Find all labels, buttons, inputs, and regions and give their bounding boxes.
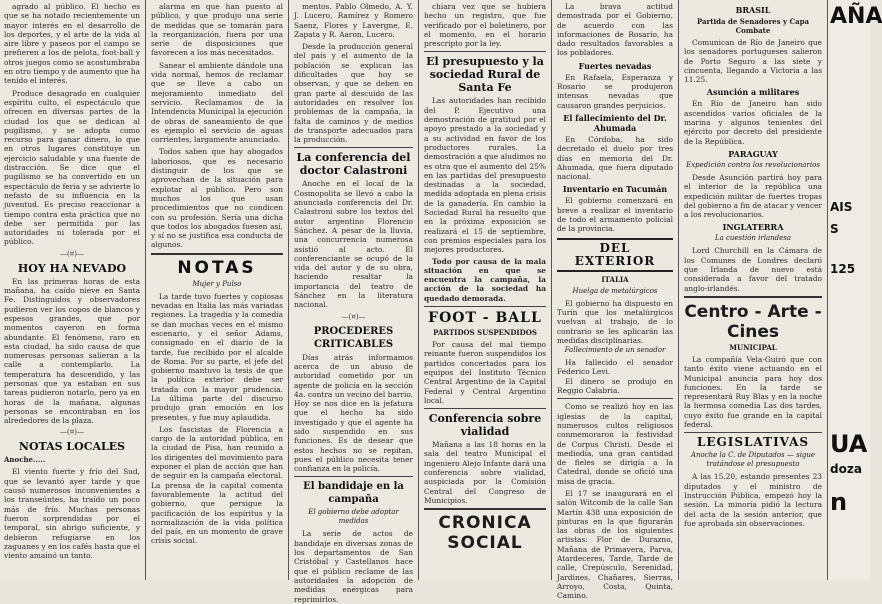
article-text: Como se realizó hoy en las iglesias de la capital, numerosos cultos religiosos conmemoraron la festividad de Corpus Christi. Desde el mediodía, una gran cantidad de fieles se dirigía a la Catedral, donde se ofició una misa de gracia. xyxy=(557,402,673,486)
column-6 xyxy=(680,0,826,580)
subheading: Huelga de metalúrgicos xyxy=(572,286,658,295)
strip-text: UA xyxy=(830,430,868,458)
article-text: Los fascistas de Florencia a cargo de la autoridad pública, en la ciudad de Pisa, han reunido a los dirigentes del movimiento para exponer el plan de acción que han de seguir en la campaña electoral. La prensa de la capital comenta favorablemente la actitud del gobierno, que persigue la pacificación de los espíritus y la normalización de la vida política del país, en un momento de grave crisis social. xyxy=(151,424,283,546)
subheading-italia: ITALIA xyxy=(601,274,629,284)
article-text: Comunican de Río de Janeiro que los senadores portugueses salieron de Porto Seguro a las siete y cincuenta, llegando a Victoria a las 11.25. xyxy=(684,38,822,85)
article-text: La serie de actos de bandidaje en diversas zonas de los departamentos de San Cristóbal y Castellanos hace que el público reclame de las autoridades la adopción de medidas enérgicas para reprimirlos. xyxy=(294,529,413,604)
article-text: Las autoridades han recibido del P. Ejecutivo una demostración de gratitud por el apoyo prestado a la sociedad y a su actividad en favor de los productores rurales. La demostración a que aludimos no es otra que el aumento del 25% en las partidas del presupuesto destinadas a la sociedad, medida adoptada en plena crisis de la ganadería. En cambio la Sociedad Rural ha resuelto que en la próxima exposición se realizará el 15 de septiembre, con premios especiales para los mejores productores. xyxy=(424,96,546,255)
article-text: chiara vez que se hubiera hecho un registro, que fue verificado por el boletinero, por el momento, en el horario prescripto por la ley. xyxy=(424,2,546,49)
article-text: La tarde tuvo fuertes y copiosas nevadas en Italia las más variadas regiones. La tragedia y la comedia se dan muchas veces en el mismo escenario, y el señor Adams, consignado en el diario de la tarde, fue recibido por el alcalde de Roma. Por su parte, el jefe del gobierno mantuvo la tesis de que la política exterior debe ser tratada con la mayor prudencia. La última parte del discurso produjo gran emoción en los presentes, y fue muy aplaudida. xyxy=(151,291,283,422)
article-text: agrado al público. El hecho es que se ha notado recientemente un mayor interés en el desarrollo de los deportes, y el arte de la vida al aire libre y paseos por el campo se prefieren a los de pelota, foot-ball y otros juegos como se acostumbraba en otro tiempo y de aumento que ha tenido el interés. xyxy=(4,2,140,86)
article-text: El viento fuerte y frío del Sud, que se levantó ayer tarde y que causó numerosos inconvenientes a los transeúntes, ha traído un poco más de frío. Muchas personas fueron sorprendidas por el temporal, sin abrigo suficiente, y debieron refugiarse en los zaguanes y en los cafés hasta que el viento amainó un tanto. xyxy=(4,467,140,561)
separator: —(¤)— xyxy=(341,312,366,321)
article-text: El gobierno comenzará en breve a realizar el inventario de todo el armamento policial de la provincia. xyxy=(557,196,673,234)
strip-text: doza xyxy=(830,462,862,476)
headline-brasil: BRASIL xyxy=(735,5,771,15)
article-text: Anoche en el local de la Cosmopolita se llevó a cabo la anunciada conferencia del Dr. Calastroni sobre los textos del autor argentino Florencio Sánchez. A pesar de la lluvia, una concurrencia numerosa asistió al acto. El conferenciante se ocupó de la vida del autor y de su obra, haciendo resaltar la importancia del teatro de Sánchez en la literatura nacional. xyxy=(294,179,413,310)
divider xyxy=(424,306,546,307)
strip-text: 125 xyxy=(830,262,856,276)
divider xyxy=(557,398,673,399)
headline-cronica-social: CRONICA SOCIAL xyxy=(438,513,532,554)
article-text: alarma en que han puesto al público, y que produjo una serie de medidas que se tomarán para la reorganización, fuera por una serie de disposiciones que favorecen a los más necesitados. xyxy=(151,2,283,58)
subheading: Expedición contra los revolucionarios xyxy=(686,160,820,169)
headline-inglaterra: INGLATERRA xyxy=(722,222,784,233)
headline-hoy-ha-nevado: HOY HA NEVADO xyxy=(17,261,127,275)
separator: —(¤)— xyxy=(60,249,84,258)
subheading: Mujer y Pulso xyxy=(192,279,242,288)
article-text: Ha fallecido el senador Federico Levi. xyxy=(557,358,673,377)
column-rule xyxy=(418,0,419,580)
subheading-municipal: MUNICIPAL xyxy=(729,342,777,352)
article-text: Sanear el ambiente dándole una vida normal, hemos de reclamar que se lleve a cabo un mejoramiento inmediato del servicio. Reclamamos de la Intendencia Municipal la ejecución de obras de saneamiento de que es ejemplo el servicio de aguas corrientes, largamente anunciado. xyxy=(151,60,283,145)
subheading: La cuestión irlandesa xyxy=(714,234,792,243)
article-text: El gobierno ha dispuesto en Turín que los metalúrgicos vuelvan al trabajo, de lo contrario se les aplicarán las medidas disciplinarias. xyxy=(557,298,673,345)
subheading: Fallecimiento de un senador xyxy=(564,346,666,355)
strip-text: n xyxy=(830,488,848,516)
strip-text: AIS xyxy=(830,200,853,214)
divider xyxy=(424,508,546,510)
article-text: En Río de Janeiro han sido ascendidos varios oficiales de la marina y algunos tenientes del ejército por decreto del presidente de la República. xyxy=(684,99,822,146)
article-text: Desde Asunción partirá hoy para el interior de la república una expedición militar de fuertes tropas del gobierno a fin de atacar y vencer a los revolucionarios. xyxy=(684,172,822,220)
column-4 xyxy=(420,0,550,580)
divider xyxy=(424,408,546,409)
article-text: Desde la producción general del país y el aumento de la población se explican las dificultades que hoy se observan, y que se deben en gran parte al descuido de las autoridades en resolver los problemas de la campaña, la falta de caminos y de medios de transporte adecuados para la producción. xyxy=(294,42,413,145)
subheading: Partida de Senadores y Capa Combate xyxy=(696,17,810,35)
subheading: Anoche..... xyxy=(4,455,46,465)
subheading-asuncion-militares: Asunción a militares xyxy=(706,87,800,98)
divider xyxy=(684,432,822,433)
adjacent-page-strip xyxy=(828,0,882,580)
headline-conferencia-calastroni: La conferencia del doctor Calastroni xyxy=(296,151,411,178)
article-text: A las 15.20, estando presentes 23 diputados y el ministro de Instrucción Pública, empezó hoy la sesión. La minoría pidió la lectura del acta de la sesión anterior, que fue aprobada sin observaciones. xyxy=(684,472,822,528)
divider xyxy=(684,296,822,298)
subheading: Anoche la C. de Diputados — sigue tratándose el presupuesto xyxy=(690,451,816,469)
headline-bandidaje: El bandidaje en la campaña xyxy=(303,481,404,506)
headline-presupuesto-sociedad-rural: El presupuesto y la sociedad Rural de Santa Fe xyxy=(426,55,544,95)
article-text: En Córdoba, ha sido decretado el duelo por tres días en memoria del Dr. Ahumada, que fuera diputado nacional. xyxy=(557,134,673,182)
separator: —(¤)— xyxy=(60,428,84,437)
divider xyxy=(294,147,413,148)
headline-procederes-criticables: PROCEDERES CRITICABLES xyxy=(313,325,394,350)
headline-notas-locales: NOTAS LOCALES xyxy=(18,440,126,454)
article-text: Días atrás informamos acerca de un abuso de autoridad cometido por un agente de policía en la sección 4a. contra un vecino del barrio. Hoy se nos dice en la jefatura que el hecho ha sido investigado y que el agente ha sido suspendido en sus funciones. Es de desear que estos hechos no se repitan, pues el público necesita tener confianza en la policía. xyxy=(294,352,413,474)
article-text: Mañana a las 18 horas en la sala del teatro Municipal el ingeniero Alejo Infante dará una conferencia sobre vialidad, auspiciada por la Comisión Central del Congreso de Municipios. xyxy=(424,440,546,505)
article-text: Lord Churchill en la Cámara de los Comunes de Londres declaró que Irlanda de nuevo está considerada a favor del tratado anglo-irlandés. xyxy=(684,246,822,293)
headline-legislativas: LEGISLATIVAS xyxy=(696,435,810,450)
headline-paraguay: PARAGUAY xyxy=(728,148,778,159)
column-5 xyxy=(553,0,677,601)
subheading-inventario-tucuman: Inventario en Tucumán xyxy=(562,184,668,195)
article-text: El dinero se produjo en Reggio Calabria. xyxy=(557,376,673,396)
column-3 xyxy=(290,0,417,604)
subheading: PARTIDOS SUSPENDIDOS xyxy=(433,328,537,338)
subheading-fallecimiento-ahumada: El fallecimiento del Dr. Ahumada xyxy=(563,112,667,133)
article-text: Todos saben que hay abogados laboriosos, que es necesario distinguir de los que se aprovechan de la situación para explotar al público. Pero son muchos los que usan procedimientos que no condicen con su profesión. Sería una dicha que todos los abogados fuesen así, y sí no se justifica esa conducta de algunos. xyxy=(151,147,283,250)
column-rule xyxy=(145,0,146,580)
column-1 xyxy=(0,0,144,580)
headline-conferencia-vialidad: Conferencia sobre vialidad xyxy=(428,412,542,439)
column-rule xyxy=(288,0,289,580)
section-header-box xyxy=(557,238,673,272)
article-text: El 17 se inaugurará en el salón Witcomb de la calle San Martín 438 una exposición de pinturas en la que figurarán las obras de los siguientes artistas: Flor de Durazno, Mañana de Primavera, Parva, Atardeceres, Tarde, Tarde de calle, Crepúsculo, Serenidad, Jardines, Chañares, Sierras, Arroyo, Costa, Quinta, Camino. xyxy=(557,488,673,601)
article-text: En las primeras horas de esta mañana, ha caído nieve en Santa Fe. Distinguidos y observadores pudieron ver los copos de blancos y espesos grandes, que por momentos cayeron en forma abundante. El fenómeno, raro en esta ciudad, ha sido causa de que numerosas personas salieran a la calle a contemplarlo. La temperatura ha descendido, y las personas que ya estaban en sus tareas pudieron notarlo, pero ya en horas de la mañana, algunas personas se encontraban en los alrededores de la plaza. xyxy=(4,276,140,426)
divider xyxy=(151,253,283,255)
article-text: mentos. Pablo Olmedo, A. Y. J. Lucero, Ramírez y Romero Saenz, Flores y Lavergne, E. Zapata y R. Aaron, Lucero. xyxy=(294,2,413,39)
headline-foot-ball: FOOT - BALL xyxy=(428,310,542,327)
headline-centro-arte-cines: Centro - Arte - Cines xyxy=(684,301,822,342)
headline-del-exterior: DEL EXTERIOR xyxy=(574,240,656,268)
divider xyxy=(424,51,546,52)
article-text: Todo por causa de la mala situación en que se encuentra la campaña, la acción de la sociedad ha quedado demorada. xyxy=(424,256,546,303)
article-text: En Rafaela, Esperanza y Rosario se produjeron intensas nevadas que causaron grandes perjuicios. xyxy=(557,72,673,110)
subheading: El gobierno debe adoptar medidas xyxy=(308,508,399,526)
article-text: Produce desagrado en cualquier espíritu culto, el espectáculo que ofrecen en diversas partes de la ciudad los que se dedican al pugilismo, y se adopta como recurso para ganar dinero, lo que en otros lugares constituye un ejercicio saludable y una fuente de distracción. Se dice que el pugilismo se ha convertido en un espectáculo de feria y se advierte lo nefasto de su influencia en la juventud. Es preciso reaccionar a tiempo contra esta práctica que no debe ser permitida por las autoridades ni tolerada por el público. xyxy=(4,88,140,247)
strip-text: S xyxy=(830,222,839,236)
strip-text: AÑA xyxy=(830,4,882,29)
column-2 xyxy=(147,0,287,580)
article-text: Por causa del mal tiempo reinante fueron suspendidos los partidos concertados para los equipos del Instituto Técnico Central Argentino de la Capital Federal y Central Argentino local. xyxy=(424,340,546,405)
column-rule xyxy=(551,0,552,580)
article-text: La brava actitud demostrada por el Gobierno, de acuerdo con las informaciones de Rosario, ha dado resultados favorables a los pobladores. xyxy=(557,2,673,58)
subheading-fuertes-nevadas: Fuertes nevadas xyxy=(578,60,652,71)
column-rule xyxy=(678,0,679,580)
headline-notas: NOTAS xyxy=(177,257,257,278)
article-text: La compañía Vela-Guiró que con tanto éxito viene actuando en el Municipal anuncia para hoy dos funciones. En la tarde se representará Ruy Blas y en la noche la hermosa comedia Las dos tardes, cuyo éxito fue grande en la capital federal. xyxy=(684,354,822,430)
divider xyxy=(294,476,413,477)
